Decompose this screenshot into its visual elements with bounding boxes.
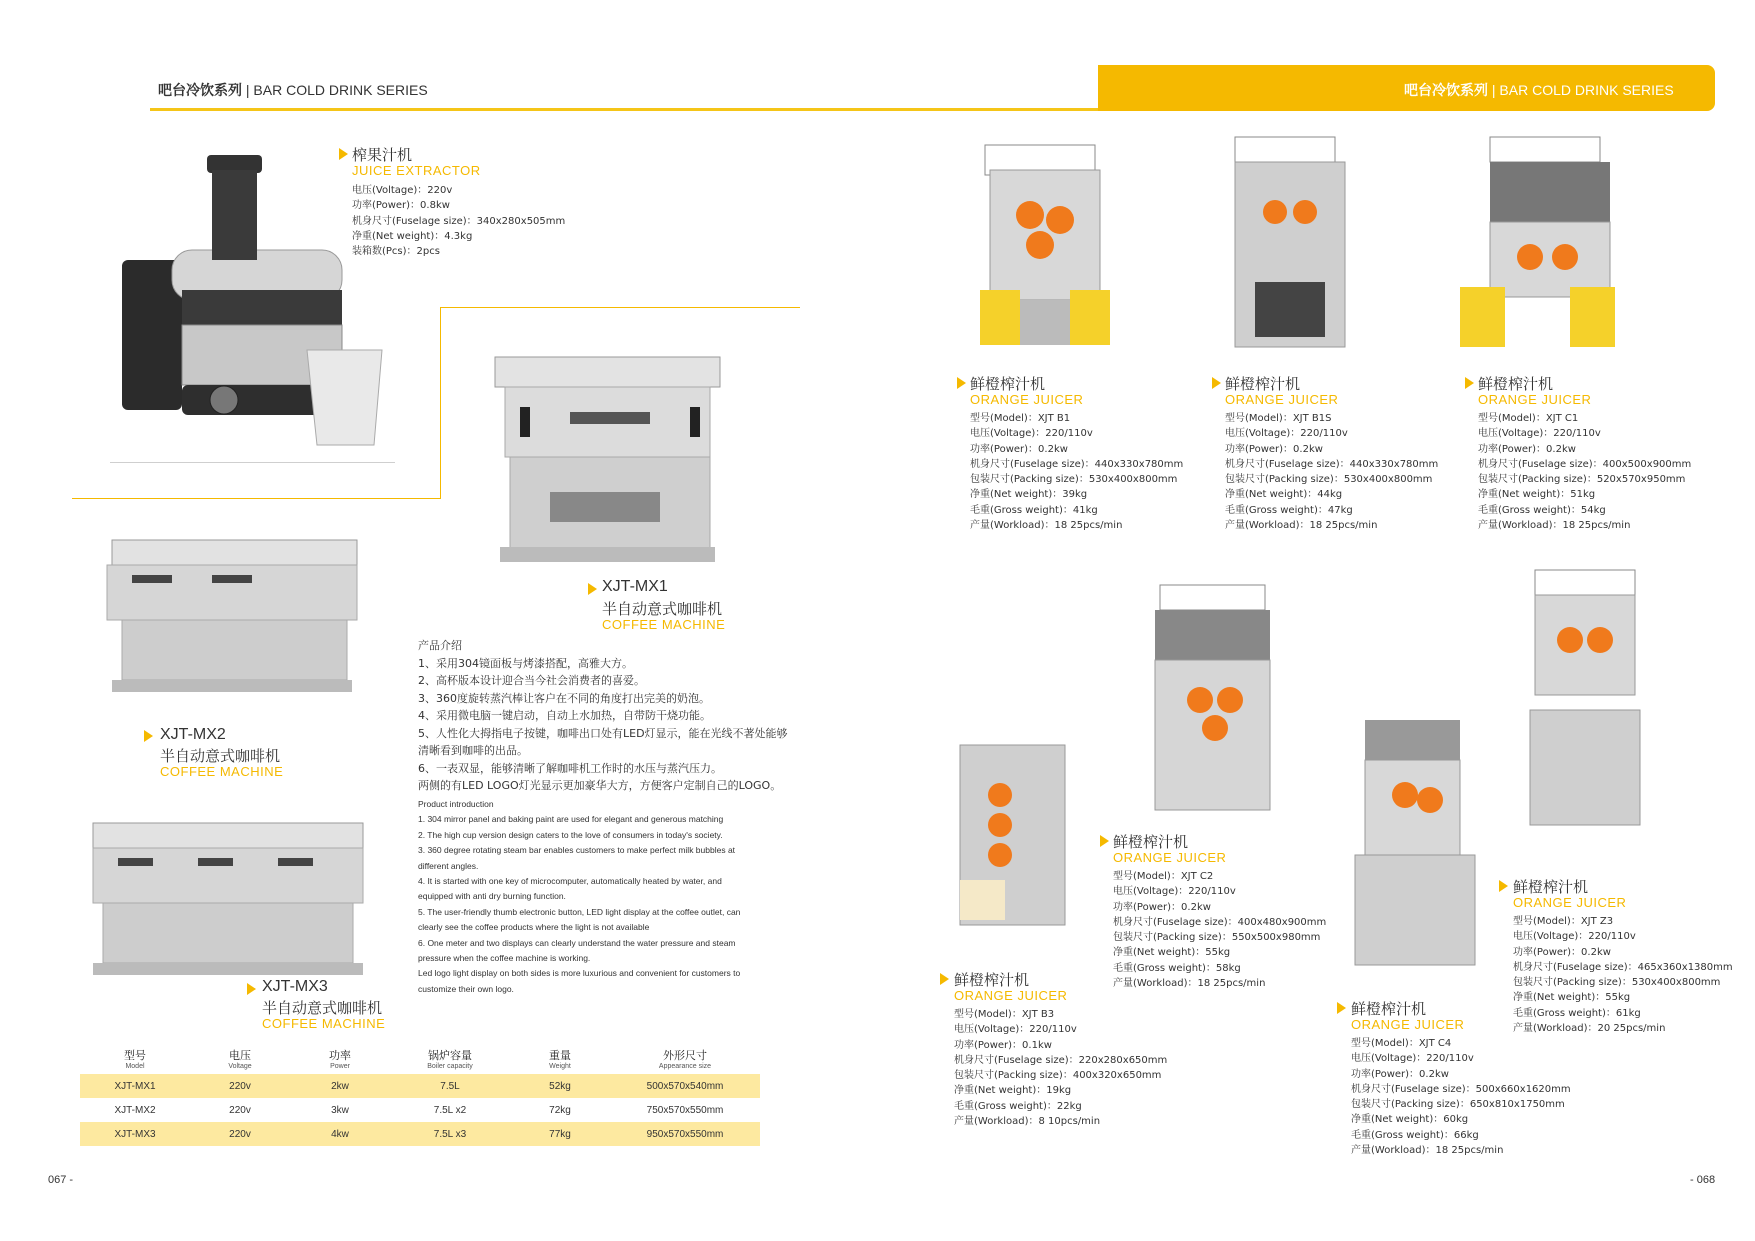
spec-line: 净重(Net weight)：4.3kg [352, 230, 473, 242]
coffee-mx3-image [88, 818, 368, 983]
header-right-sep: | [1491, 82, 1496, 98]
juicer-z3-image [1525, 565, 1645, 835]
juicer-z3-specs: 型号(Model)：XJT Z3 电压(Voltage)：220/110v 功率(Power)：0.2kw 机身尺寸(Fuselage size)：465x360x1380mm 包装尺寸(Packing size)：530x400x800mm 净重(Net weight)：55kg 毛重(Gross weight)：61kg 产量(Workload)：20 25pcs/min [1513, 916, 1733, 1035]
juicer-c1-en: ORANGE JUICER [1478, 392, 1592, 407]
divider-accent-top [440, 307, 800, 308]
divider-gray [110, 462, 395, 463]
spec-line: 机身尺寸(Fuselage size)：340x280x505mm [352, 215, 566, 227]
juicer-c2-en: ORANGE JUICER [1113, 850, 1227, 865]
juicer-c2-image [1145, 580, 1280, 820]
intro-en-line: pressure when the coffee machine is working. [418, 953, 591, 964]
intro-cn-line: 4、采用微电脑一键启动，自动上水加热，自带防干烧功能。 [418, 709, 711, 722]
header-left [158, 80, 428, 100]
juice-extractor-specs [352, 183, 565, 259]
coffee-mx1-cn: 半自动意式咖啡机 [602, 600, 723, 618]
juicer-b3-bullet-icon [940, 973, 949, 985]
intro-en-line: 3. 360 degree rotating steam bar enables customers to make perfect milk bubbles at [418, 845, 736, 856]
juicer-z3-en: ORANGE JUICER [1513, 895, 1627, 910]
intro-en-line: clearly see the coffee products where the light is not available [418, 922, 650, 933]
juicer-c2-bullet-icon [1100, 835, 1109, 847]
juice-extractor-en: JUICE EXTRACTOR [352, 163, 481, 178]
table-row: XJT-MX1 220v 2kw 7.5L 52kg 500x570x540mm [80, 1074, 760, 1098]
juicer-c4-bullet-icon [1337, 1002, 1346, 1014]
coffee-mx1-image [490, 352, 730, 577]
table-header [80, 1047, 760, 1074]
juicer-c4-cn: 鲜橙榨汁机 [1351, 1000, 1427, 1018]
intro-cn-line: 两侧的有LED LOGO灯光显示更加豪华大方，方便客户定制自己的LOGO。 [418, 779, 782, 792]
coffee-mx3-en: COFFEE MACHINE [262, 1016, 386, 1031]
intro-en-line: Led logo light display on both sides is more luxurious and convenient for customers to [418, 968, 741, 979]
table-header-cell: 锅炉容量 Boiler capacity [427, 1049, 473, 1070]
juicer-c1-bullet-icon [1465, 377, 1474, 389]
coffee-mx2-image [102, 530, 362, 700]
juicer-b1s-bullet-icon [1212, 377, 1221, 389]
juicer-b3-image [955, 705, 1075, 945]
header-left-sep: | [245, 82, 250, 98]
juicer-c2-specs: 型号(Model)：XJT C2 电压(Voltage)：220/110v 功率(Power)：0.2kw 机身尺寸(Fuselage size)：400x480x900mm 包装尺寸(Packing size)：550x500x980mm 净重(Net weight)：55kg 毛重(Gross weight)：58kg 产量(Workload)：18 25pcs/min [1113, 871, 1327, 990]
spec-table [80, 1047, 760, 1146]
intro-cn [418, 637, 818, 795]
juice-extractor-bullet-icon [339, 148, 348, 160]
coffee-mx2-en: COFFEE MACHINE [160, 764, 284, 779]
intro-cn-line: 3、360度旋转蒸汽棒让客户在不同的角度打出完美的奶泡。 [418, 691, 710, 705]
spec-line: 功率(Power)：0.8kw [352, 200, 450, 212]
page-number-right: - 068 [1690, 1174, 1716, 1186]
table-header-cell: 功率 Power [329, 1049, 351, 1070]
header-right [1404, 80, 1674, 100]
header-right-en: BAR COLD DRINK SERIES [1499, 82, 1674, 98]
table-header-cell: 电压 Voltage [228, 1049, 252, 1070]
coffee-mx3-bullet-icon [247, 983, 256, 995]
intro-en-line: 6. One meter and two displays can clearly understand the water pressure and steam [418, 937, 736, 948]
coffee-mx1-model: XJT-MX1 [602, 578, 668, 595]
intro-cn-title: 产品介绍 [418, 639, 462, 652]
intro-cn-line: 1、采用304镜面板与烤漆搭配，高雅大方。 [418, 656, 633, 670]
intro-en-line: 4. It is started with one key of microcomputer, automatically heated by water, and [418, 876, 722, 887]
table-header-cell: 重量 Weight [549, 1049, 571, 1070]
juicer-c1-specs: 型号(Model)：XJT C1 电压(Voltage)：220/110v 功率(Power)：0.2kw 机身尺寸(Fuselage size)：400x500x900mm 包装尺寸(Packing size)：520x570x950mm 净重(Net weight)：51kg 毛重(Gross weight)：54kg 产量(Workload)：18 25pcs/min [1478, 413, 1692, 532]
header-left-cn: 吧台冷饮系列 [158, 82, 242, 98]
header-rule [150, 108, 1098, 111]
coffee-mx2-bullet-icon [144, 730, 153, 742]
juicer-b1-cn: 鲜橙榨汁机 [970, 375, 1046, 393]
juicer-b3-specs: 型号(Model)：XJT B3 电压(Voltage)：220/110v 功率(Power)：0.1kw 机身尺寸(Fuselage size)：220x280x650mm 包装尺寸(Packing size)：400x320x650mm 净重(Net weight)：19kg 毛重(Gross weight)：22kg 产量(Workload)：8 10pcs/min [954, 1009, 1168, 1128]
divider-accent-bottom [72, 498, 441, 499]
intro-en [418, 797, 818, 997]
intro-en-line: equipped with anti dry burning function. [418, 891, 566, 902]
juicer-c4-specs: 型号(Model)：XJT C4 电压(Voltage)：220/110v 功率(Power)：0.2kw 机身尺寸(Fuselage size)：500x660x1620mm 包装尺寸(Packing size)：650x810x1750mm 净重(Net weight)：60kg 毛重(Gross weight)：66kg 产量(Workload)：18 25pcs/min [1351, 1038, 1571, 1157]
juicer-b1-specs: 型号(Model)：XJT B1 电压(Voltage)：220/110v 功率(Power)：0.2kw 机身尺寸(Fuselage size)：440x330x780mm 包装尺寸(Packing size)：530x400x800mm 净重(Net weight)：39kg 毛重(Gross weight)：41kg 产量(Workload)：18 25pcs/min [970, 413, 1184, 532]
coffee-mx3-model: XJT-MX3 [262, 978, 328, 995]
header-left-en: BAR COLD DRINK SERIES [253, 82, 428, 98]
divider-accent-vertical [440, 307, 441, 499]
juicer-b1s-image [1225, 132, 1355, 357]
juicer-z3-bullet-icon [1499, 880, 1508, 892]
juicer-b1s-specs: 型号(Model)：XJT B1S 电压(Voltage)：220/110v 功率(Power)：0.2kw 机身尺寸(Fuselage size)：440x330x780mm 包装尺寸(Packing size)：530x400x800mm 净重(Net weight)：44kg 毛重(Gross weight)：47kg 产量(Workload)：18 25pcs/min [1225, 413, 1439, 532]
juicer-z3-cn: 鲜橙榨汁机 [1513, 878, 1589, 896]
table-header-cell: 型号 Model [124, 1049, 146, 1070]
juicer-c1-image [1455, 132, 1625, 357]
juicer-c2-cn: 鲜橙榨汁机 [1113, 833, 1189, 851]
juicer-c4-en: ORANGE JUICER [1351, 1017, 1465, 1032]
table-row: XJT-MX2 220v 3kw 7.5L x2 72kg 750x570x550mm [114, 1104, 724, 1116]
coffee-mx3-cn: 半自动意式咖啡机 [262, 999, 383, 1017]
intro-cn-line: 2、高杯版本设计迎合当今社会消费者的喜爱。 [418, 674, 645, 687]
intro-cn-line: 清晰看到咖啡的出品。 [418, 744, 528, 757]
juicer-b3-cn: 鲜橙榨汁机 [954, 971, 1030, 989]
juicer-b1-en: ORANGE JUICER [970, 392, 1084, 407]
header-right-cn: 吧台冷饮系列 [1404, 82, 1488, 98]
intro-en-line: 1. 304 mirror panel and baking paint are used for elegant and generous matching [418, 814, 724, 825]
intro-cn-line: 6、一表双显，能够清晰了解咖啡机工作时的水压与蒸汽压力。 [418, 761, 722, 775]
juicer-c4-image [1350, 715, 1480, 975]
coffee-mx1-bullet-icon [588, 583, 597, 595]
page-number-left: 067 - [48, 1174, 74, 1186]
juicer-b3-en: ORANGE JUICER [954, 988, 1068, 1003]
juicer-b1-bullet-icon [957, 377, 966, 389]
intro-en-line: 5. The user-friendly thumb electronic button, LED light display at the coffee outlet, can [418, 906, 741, 917]
intro-en-title: Product introduction [418, 799, 494, 809]
intro-en-line: customize their own logo. [418, 983, 514, 994]
juicer-b1s-en: ORANGE JUICER [1225, 392, 1339, 407]
table-header-cell: 外形尺寸 Appearance size [658, 1049, 712, 1070]
juicer-c1-cn: 鲜橙榨汁机 [1478, 375, 1554, 393]
intro-en-line: 2. The high cup version design caters to the love of consumers in today's society. [418, 829, 723, 840]
coffee-mx1-en: COFFEE MACHINE [602, 617, 726, 632]
intro-cn-line: 5、人性化大拇指电子按键，咖啡出口处有LED灯显示，能在光线不著处能够 [418, 726, 788, 740]
table-row: XJT-MX3 220v 4kw 7.5L x3 77kg 950x570x550mm [80, 1122, 760, 1146]
juicer-b1s-cn: 鲜橙榨汁机 [1225, 375, 1301, 393]
juice-extractor-cn: 榨果汁机 [352, 146, 413, 164]
coffee-mx2-cn: 半自动意式咖啡机 [160, 747, 281, 765]
coffee-mx2-model: XJT-MX2 [160, 726, 226, 743]
intro-en-line: different angles. [418, 860, 479, 871]
juicer-b1-image [970, 140, 1120, 355]
spec-line: 电压(Voltage)：220v [352, 185, 453, 196]
spec-line: 装箱数(Pcs)：2pcs [352, 246, 440, 258]
